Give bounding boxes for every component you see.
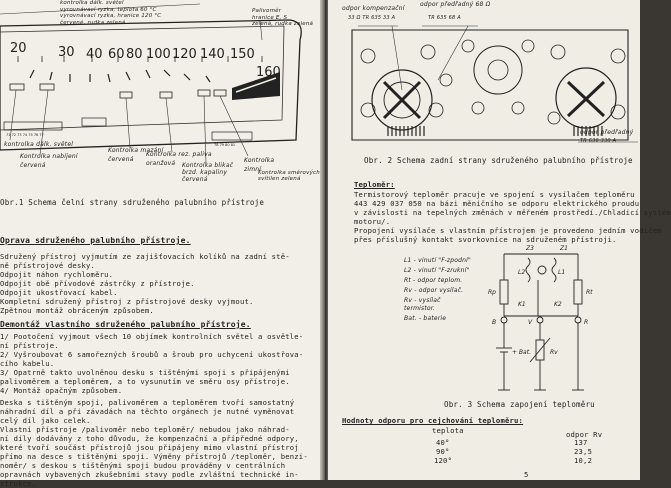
resistor-code: TR 635 68 A xyxy=(428,15,461,21)
figure-caption: Obr.1 Schema čelní strany sdruženého palubního přístroje xyxy=(0,198,265,207)
table-cell: 40° xyxy=(436,438,450,447)
section-title: Teploměr: xyxy=(354,180,395,189)
dial-number: 80 xyxy=(126,47,143,62)
svg-text:71 72 73 74 75 76 77: 71 72 73 74 75 76 77 xyxy=(6,133,44,137)
circuit-label: Rv xyxy=(550,349,558,356)
section-title: Demontáž vlastního sdruženého palubního přístroje. xyxy=(0,320,251,329)
circuit-label: Rt xyxy=(586,289,593,296)
zone-label: Kontrolka blikač brzd. kapaliny červená xyxy=(182,162,234,183)
circuit-label: L1 xyxy=(558,269,566,276)
svg-text:78 79 80 81: 78 79 80 81 xyxy=(214,143,236,147)
resistor-label: odpor předřadný 68 Ω xyxy=(420,1,491,8)
resistor-code: 33 Ω TR 635 33 A xyxy=(348,15,396,21)
dial-number: 140 xyxy=(200,47,225,62)
right-page: odpor kompenzační odpor předřadný 68 Ω 33 Ω TR 635 33 A TR 635 68 A odpor předřadný TR 636 330 A Obr. 2 Schema zadní strany sdruženého palubního přístroje Teploměr: Termistorový teploměr pracuje ve spojení s vysílačem teploměru 443 429 037 050 na bázi měničního se odporu elektrického proudu v závislosti na tepelných změnách v měřeném prostředí./Chladicí systém motoru/. Propojení vysílače s vlastním přístrojem je provedeno jedním vodičem přes příslušný kontakt svorkovnice na sdruženém přístroji. L1 - vinutí "F-zpodní" L2 - vinutí "F-zrukní" Rt - odpor teplom. Rv - odpor vysílač. Rv - vysílač termistor. Bat. - baterie Z3 Z1 L2 L1 Rp Rt K1 K2 B V R + Bat. Rv Obr. 3 Schema zapojení teploměru Hodnoty odporu pro cejchování teploměru: teplota odpor Rv 40° 137 90° 23,5 120° 10,2 5 xyxy=(328,0,640,480)
zone-label: Kontrolka zimní xyxy=(244,157,275,173)
left-page: 71 72 73 74 75 76 77 78 79 80 81 20 30 40 60 80 100 120 140 150 160 kontrolka dálk. světel vyrovnávací ryzka, teplota 60 °C vyrovnávací ryzka, hranice 120 °C červené, rudka zelená Palivoměr hranice E, S zelená, rudka zelená kontrolka dálk. světel Kontrolka nabíjení červená Kontrolka mazání červená Kontrolka rez. paliva oranžová Kontrolka blikač brzd. kapaliny červená Kontrolka zimní Kontrolka směrových svítilen zelená Obr.1 Schema čelní strany sdruženého palubního přístroje Oprava sdruženého palubního přístroje. Sdružený přístroj vyjmutím ze zajišťovacích kolíků na zadní stě- ně přístrojové desky. Odpojit náhon rychloměru. Odpojit obě přívodové zástrčky z přístroje. Odpojit ukostřovací kabel. Kompletní sdružený přístroj z přístrojové desky vyjmout. Zpětnou montáž obráceným způsobem. Demontáž vlastního sdruženého palubního přístroje. 1/ Pootočení vyjmout všech 10 objímek kontrolních světel a osvětle- ní přístroje. 2/ Vyšroubovat 6 samořezných šroubů a šroub pro uchycení ukostřova- cího kabelu. 3/ Opatrně takto uvolněnou desku s tištěnými spoji s připájenými palivoměrem a teploměrem, a to vysunutím ve směru osy přístroje. 4/ Montáž opačným způsobem. Deska s tištěným spoji, palivoměrem a teploměrem tvoří samostatný náhradní díl a při závadách na těchto orgánech je nutné vyměnovat celý díl jako celek. Vlastní přístroje /palivoměr nebo teploměr/ nebudou jako náhrad- ní díly dodávány z toho důvodu, že kompenzační a přípředné odpory, které tvoří součást přístrojů jsou připájeny mimo vlastní přístroj přímo na desce s tištěnými spoji. Výměny přístrojů /teploměr, benzi- noměr/ s deskou s tištěnými spoji budou prováděny v centrálních opravnách vybavených zkušebními stavy podle zvláštní technické in- strukce. xyxy=(0,0,322,480)
thermometer-circuit-diagram xyxy=(328,240,640,400)
zone-label: Kontrolka nabíjení červená xyxy=(20,153,78,169)
circuit-label: Z3 xyxy=(526,245,534,252)
circuit-label: K1 xyxy=(518,301,526,308)
circuit-label: K2 xyxy=(554,301,562,308)
dial-number: 30 xyxy=(58,45,75,60)
table-cell: 120° xyxy=(434,456,453,465)
figure-caption: Obr. 3 Schema zapojení teploměru xyxy=(444,400,595,409)
dial-number: 120 xyxy=(172,47,197,62)
top-annotation: kontrolka dálk. světel vyrovnávací ryzka, teplota 60 °C vyrovnávací ryzka, hranice 120 °C červené, rudka zelená xyxy=(60,0,162,26)
resistor-label: odpor kompenzační xyxy=(342,5,405,12)
circuit-label: Z1 xyxy=(560,245,568,252)
top-right-annotation: Palivoměr hranice E, S zelená, rudka zelená xyxy=(252,8,314,27)
resistor-code: TR 636 330 A xyxy=(580,138,617,144)
table-header: odpor Rv xyxy=(566,430,603,439)
page-number: 5 xyxy=(524,470,529,479)
circuit-label: Rp xyxy=(488,289,496,296)
table-cell: 10,2 xyxy=(574,456,593,465)
figure-caption: Obr. 2 Schema zadní strany sdruženého palubního přístroje xyxy=(364,156,633,165)
table-cell: 23,5 xyxy=(574,447,593,456)
dial-number: 150 xyxy=(230,47,255,62)
circuit-label: V xyxy=(528,319,533,326)
circuit-label: L2 xyxy=(518,269,526,276)
resistor-label: odpor předřadný xyxy=(580,129,634,136)
circuit-label: + Bat. xyxy=(512,349,531,356)
zone-label: Kontrolka mazání červená xyxy=(108,147,164,163)
table-cell: 90° xyxy=(436,447,450,456)
dial-number: 40 xyxy=(86,47,103,62)
table-header: teplota xyxy=(432,426,464,435)
circuit-label: B xyxy=(492,319,497,326)
zone-label: kontrolka dálk. světel xyxy=(4,141,74,148)
dial-number: 60 xyxy=(108,47,125,62)
zone-label: Kontrolka směrových svítilen zelená xyxy=(258,170,320,182)
table-title: Hodnoty odporu pro cejchování teploměru: xyxy=(342,416,524,425)
section-title: Oprava sdruženého palubního přístroje. xyxy=(0,236,191,245)
zone-label: Kontrolka rez. paliva oranžová xyxy=(146,151,212,167)
dial-number: 100 xyxy=(146,47,171,62)
circuit-label: R xyxy=(584,319,589,326)
table-cell: 137 xyxy=(574,438,588,447)
dial-number: 20 xyxy=(10,41,27,56)
dial-number: 160 xyxy=(256,65,281,80)
